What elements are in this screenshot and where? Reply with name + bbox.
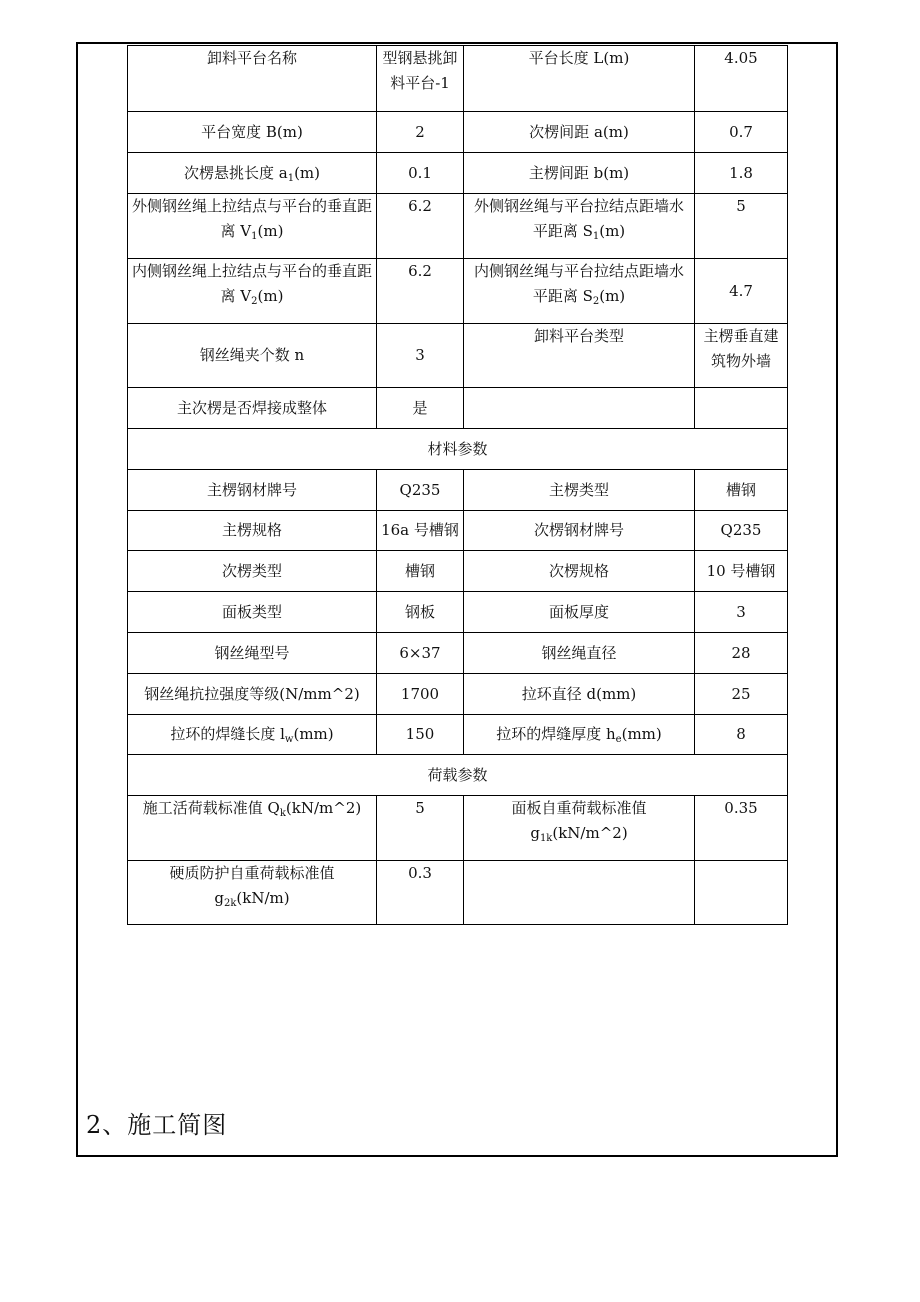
param-value: 0.3 (377, 861, 464, 925)
param-value: 1.8 (695, 153, 788, 194)
param-label: 次楞规格 (464, 551, 695, 592)
platform-parameters-table (127, 45, 788, 925)
param-value: 5 (695, 194, 788, 259)
section-header-material: 材料参数 (128, 429, 788, 470)
param-value (695, 388, 788, 429)
param-value: 钢板 (377, 592, 464, 633)
table-row (128, 46, 788, 112)
table-row (128, 715, 788, 755)
param-label: 拉环的焊缝厚度 $h_e(mm)$ (464, 715, 695, 755)
param-value: 4.05 (695, 46, 788, 112)
param-label: 硬质防护自重荷载标准值 $g_{2k}(kN/m)$ (128, 861, 377, 925)
param-value: Q235 (377, 470, 464, 511)
table-row (128, 796, 788, 861)
param-value: 6.2 (377, 259, 464, 324)
param-label: 拉环直径 d(mm) (464, 674, 695, 715)
param-label: 次楞间距 a(m) (464, 112, 695, 153)
table-row (128, 861, 788, 925)
table-section-row (128, 755, 788, 796)
table-row (128, 674, 788, 715)
param-label: 面板厚度 (464, 592, 695, 633)
param-label: 次楞悬挑长度 $a_1(m)$ (128, 153, 377, 194)
param-value: 3 (377, 324, 464, 388)
param-label: 面板自重荷载标准值 $g_{1k}(kN/m\^{}2)$ (464, 796, 695, 861)
param-label: 外侧钢丝绳与平台拉结点距墙水平距离 $S_1(m)$ (464, 194, 695, 259)
param-value: 0.1 (377, 153, 464, 194)
param-value: 150 (377, 715, 464, 755)
param-value: 槽钢 (695, 470, 788, 511)
section-header-load: 荷载参数 (128, 755, 788, 796)
param-label: 次楞钢材牌号 (464, 511, 695, 551)
table-row (128, 633, 788, 674)
param-label: 平台长度 L(m) (464, 46, 695, 112)
param-label: 主楞钢材牌号 (128, 470, 377, 511)
param-value: 16a 号槽钢 (377, 511, 464, 551)
param-label (464, 388, 695, 429)
param-label: 次楞类型 (128, 551, 377, 592)
param-value (695, 861, 788, 925)
page-frame-top-rule (76, 42, 838, 44)
param-value: 槽钢 (377, 551, 464, 592)
param-label: 钢丝绳型号 (128, 633, 377, 674)
param-label: 钢丝绳直径 (464, 633, 695, 674)
param-value: Q235 (695, 511, 788, 551)
param-value: 主楞垂直建筑物外墙 (695, 324, 788, 388)
param-label: 卸料平台类型 (464, 324, 695, 388)
param-value: 1700 (377, 674, 464, 715)
param-label: 钢丝绳夹个数 n (128, 324, 377, 388)
param-label: 平台宽度 B(m) (128, 112, 377, 153)
param-label (464, 861, 695, 925)
param-value: 10 号槽钢 (695, 551, 788, 592)
param-value: 是 (377, 388, 464, 429)
param-value: 0.35 (695, 796, 788, 861)
param-value: 型钢悬挑卸料平台-1 (377, 46, 464, 112)
table-row (128, 324, 788, 388)
param-value: 5 (377, 796, 464, 861)
param-label: 内侧钢丝绳上拉结点与平台的垂直距离 $V_2(m)$ (128, 259, 377, 324)
section-title: 2、施工简图 (86, 1111, 228, 1139)
table-row (128, 470, 788, 511)
param-label: 内侧钢丝绳与平台拉结点距墙水平距离 $S_2(m)$ (464, 259, 695, 324)
param-label: 主楞类型 (464, 470, 695, 511)
table-row (128, 259, 788, 324)
param-value: 3 (695, 592, 788, 633)
table-row (128, 388, 788, 429)
table-row (128, 511, 788, 551)
param-label: 主楞规格 (128, 511, 377, 551)
param-value: 8 (695, 715, 788, 755)
param-label: 主次楞是否焊接成整体 (128, 388, 377, 429)
table-row (128, 592, 788, 633)
param-label: 外侧钢丝绳上拉结点与平台的垂直距离 $V_1(m)$ (128, 194, 377, 259)
param-value: 0.7 (695, 112, 788, 153)
param-value: 25 (695, 674, 788, 715)
table-row (128, 112, 788, 153)
param-value: 4.7 (695, 259, 788, 324)
param-label: 面板类型 (128, 592, 377, 633)
table-row (128, 551, 788, 592)
table-row (128, 153, 788, 194)
param-label: 拉环的焊缝长度 $l_w(mm)$ (128, 715, 377, 755)
param-value: 6×37 (377, 633, 464, 674)
param-value: 28 (695, 633, 788, 674)
param-value: 6.2 (377, 194, 464, 259)
param-label: 主楞间距 b(m) (464, 153, 695, 194)
param-label: 施工活荷载标准值 $Q_k(kN/m\^{}2)$ (128, 796, 377, 861)
table-section-row (128, 429, 788, 470)
param-label: 钢丝绳抗拉强度等级(N/mm^2) (128, 674, 377, 715)
param-label: 卸料平台名称 (128, 46, 377, 112)
param-value: 2 (377, 112, 464, 153)
table-row (128, 194, 788, 259)
